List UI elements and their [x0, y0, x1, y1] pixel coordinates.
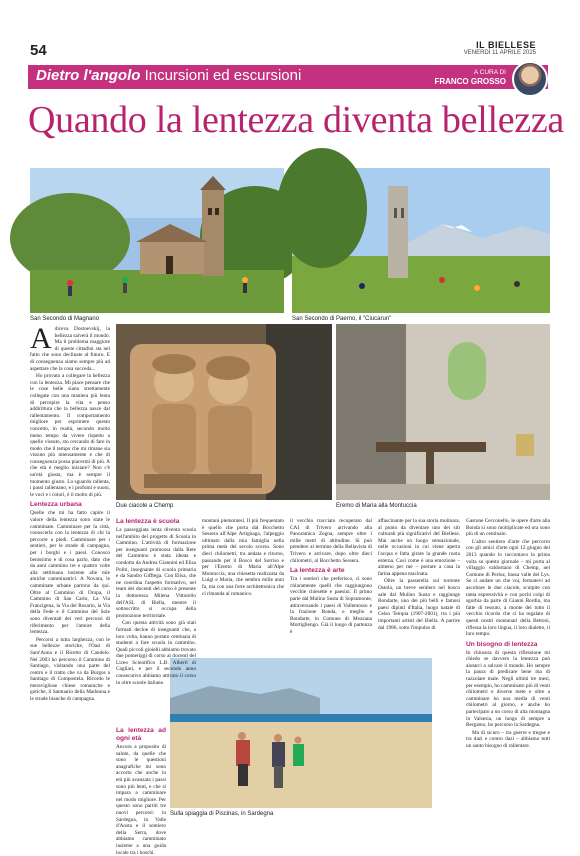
- article-column-4: [290, 518, 372, 654]
- article-paragraph: affascinante per la sua storia molinara, al punto da diventare uno dei siti culturali più significativi del Biellese. Mai anche un luogo sensazionale, nelle occasioni in cui viene aperta l'acqua e fatta girare la grande ruota esterna. Così come è una emozione – almeno per me – portare a casa la farina appena macinata.: [378, 518, 460, 577]
- article-paragraph: L'altro sentiero d'arte che percorro con gli amici d'arte ogni 12 giugno del 2013 quando lo raccontavo la prima volta su questo giornale – mi porta al villaggio valdostano di Chemp, nel Comune di Perloz, bassa valle del Lys. Se ci andate un che voi, fermatevi ad ascoltare le due ciacole, sculpite con tanta espressività e con pochi colpi di sgorbia da parte di Gianni Bordin, ma fatte di tessuto, a monte del tutto il vecchio ricordo che ci ha regalato di questi nostri montanari della Bettoni, riflessa la loro lingua, il loro dialetto, il loro tempo.: [466, 538, 550, 638]
- newspaper-masthead: [464, 40, 536, 56]
- curator-name: FRANCO GROSSO: [434, 77, 506, 86]
- photo-eremo-montuccia: [336, 324, 550, 500]
- photo-san-secondo-magnano: [30, 168, 284, 313]
- drop-cap: A: [30, 322, 52, 355]
- caption-photo3: Due ciacole a Chemp: [116, 503, 174, 509]
- newspaper-name: IL BIELLESE: [476, 40, 536, 50]
- article-column-5b: [438, 660, 462, 661]
- caption-photo5: Sulla spiaggia di Piscinas, in Sardegna: [170, 811, 274, 817]
- article-column-5: [378, 518, 460, 654]
- article-paragraph: Con questa attività sono già stati formati decine di insegnanti che, a loro volta, hanno portato centinaia di studenti a fare scuola in cammino. Quali piccoli gioielli abbiamo trovato due pomeriggi di corso ai docenti del Liceo Scientifico L.B. Alberti di Cagliari, e per il secondo anno consecutivo abbiamo attivato il corso in oltre scuole italiane.: [116, 620, 196, 686]
- photo-due-ciacole: [116, 324, 332, 500]
- article-paragraph: La passeggiata lenta diventa scuola nell'ambito del progetto di Scuola in Cammino. L'attività di formazione per insegnanti promossa dalla Rete del Cammino è stata ideata e condotta da Andrea Giannini ed Elisa Politi, insegnante di scuola primaria e da Sandro Gifftega. Con Elisa, che ne coordina l'aspetto formativo, nel team dei docenti del corso è presente la dottoressa Milena Vittorello dell'ASL di Biella, mentre il sottoscritto si occupa della promozione territoriale.: [116, 527, 196, 619]
- page-number: 54: [30, 42, 47, 59]
- issue-date: VENERDÌ 11 APRILE 2025: [463, 50, 536, 56]
- article-paragraph: il vecchio tracciato recuperato dal CAI di Trivero arrivando alla Panoramica Zegna, sempre oltre i mille metri di altitudine. Si può prendere al termine della Bellavista di Trivero e arrivare, dopo oltre dieci chilometri, al Bocchetto Sessera.: [290, 518, 372, 564]
- article-paragraph: Tra i sentieri che preferisco, ci sono chiaramente quelli che raggiungono vecchie chiesette e paesini. Il primo parte dal Mulino Susta di Sopramonte, attraversando i paesi di Vallemosso e la frazione Bonda, o meglio a Bondarte, in Comune di Mezzana Mortigliengo. Già il luogo di partenza è: [290, 576, 372, 635]
- photo-san-secondo-paerno: [292, 168, 550, 313]
- headline: Quando la lentezza diventa bellezza: [28, 99, 564, 141]
- caption-photo2: San Secondo di Paerno, il "Ciucarun": [292, 316, 392, 322]
- caption-photo4: Eremo di Maria alla Montuccia: [336, 503, 417, 509]
- article-column-6: [466, 518, 550, 841]
- photo-spiaggia-piscinas: [170, 658, 432, 808]
- curator-credit: [434, 68, 506, 86]
- caption-photo1: San Secondo di Magnano: [30, 316, 100, 322]
- curator-label: A CURA DI: [473, 69, 506, 76]
- meadow-tower-illustration: [292, 168, 550, 313]
- article-paragraph: Oltre la passerella sul torrente Ostola, un breve sentiero nel bosco sale dal Mulino Susta e raggiunge Bondarte, uno dei più belli e famosi paesi dipinti d'Italia, luogo natale di Celso Tempia (1907-2001), tra i più importanti artisti del Biella. A partire dal 1986, sotto l'impulso di: [378, 578, 460, 631]
- carving-illustration: [116, 324, 332, 500]
- article-paragraph: Quelle che mi ha fatto capire il valore della lentezza sono state le camminate. Camminare per la città, conoscerla con la lentezza di chi la percorre a piedi. Camminare per i sentieri, per le strade di campagna, per i borghi e i paesi. Conosco benissimo e di cosa parlo, dato che da anni cammino tre e quattro volte alla settimana insieme alle mie amiche camminatrici. A Novara, le camminate urbane partono da qui. Oltre al Cammino di Oropa, il Cammino di San Carlo, La Via Francigena, la Via del Rosario, la Via della Fede e il Cammino del Sole sono diventati dei veri percorsi di riferimento per l'amore della lentezza.: [30, 510, 110, 636]
- subheading-lentezza-urbana: Lentezza urbana: [30, 501, 82, 509]
- article-paragraph: Percorsi a tutta larghezza, con le sue bellezze storiche, l'Oasi di Sant'Anna e il Ricetto di Candelo. Nel 2003 ho percorso il Cammino di Santiago, visitando una parte del centro e il tratto che va da Burgos a Santiago di Compostela. Ricordo le meravigliose chiese romaniche e gotiche, il Santuario della Madonna e le strade bianche di campagna.: [30, 636, 110, 703]
- beach-illustration: [170, 658, 432, 808]
- article-paragraph: In chiusura di questa riflessione mi chiedo se davvero la lentezza può aiutarci a salvare il mondo. Ho sempre la paura di predicare bene ma di razzolare male. Negli ultimi tre mesi, per esempio, ho camminato più di venti chilometri e diverse mete e oltre a camminare ho una media di venti chilometri al giorno, e anche ho partecipato a un corso di alta montagna in Valsesia, un lungo di sempre a Bergamo, ho percorso la Sardegna.: [466, 649, 550, 729]
- section-title: [36, 67, 301, 84]
- subheading-bisogno-lentezza: Un bisogno di lentezza: [466, 640, 538, 648]
- article-paragraph: Gastone Cecconello, le opere d'arte alla Bonda si sono moltiplicate ed ora sono più di un centinaio.: [466, 518, 550, 538]
- section-bar: [28, 65, 548, 89]
- hermitage-illustration: [336, 324, 550, 500]
- church-illustration: [30, 168, 284, 313]
- article-column-1: [30, 322, 110, 841]
- article-intro: diceva Dostoevskij, la bellezza salverà il mondo. Ma il problema maggiore di queste cittadini sta nel fatto che sono declinate al futuro. E di conseguenza siamo sempre più ad aspettare che la cosa succeda...: [30, 326, 110, 372]
- section-subtitle: Incursioni ed escursioni: [144, 67, 302, 84]
- curator-portrait: [512, 61, 548, 97]
- article-paragraph: montani piemontesi. Il più frequentato è quello che porta dal Bocchetto Sessera all'Alpe Artignaga, l'alpeggio ultimato dalla mia famiglia nella prima metà del secolo scorso. Sono dieci chilometri, tra andata e ritorno, passando per il Bosco del Sorriso e per l'Eremo di Maria all'Alpe Montuccia, una chiesetta realizzata da Luigi e Maria, che sembra mille anni fa, ma con una forte architettonica che ci rimanda al romanico.: [202, 518, 284, 597]
- subheading-lentezza-scuola: La lentezza è scuola: [116, 518, 180, 525]
- article-column-3: [202, 518, 284, 654]
- article-column-2: [116, 515, 196, 686]
- article-column-2b: [116, 724, 166, 856]
- article-paragraph: Ho provato a collegare la bellezza con la lentezza. Mi piace pensare che le cose belle siano strettamente collegate con una maniera più lenta di percepire la vita e penso addirittura che la bellezza nasce dal rallentamento. Il comportamento migliore per esprimere questo concetto, in realtà, secondo molto meno tempo da vivere rispetto a quello vissuto, sto cercando di fare in modo che il tempo che mi rimane sia vissuto più intensamente e che di conseguenza possa piacermi di più. A che età è meglio iniziare? Non c'è un'età giusta, ma è sempre il momento giusto. Lo sguardo rallenta, i passi rallentano, e i profumi e suoni, le voci e i colori, è il molto di più.: [30, 373, 110, 498]
- section-title-bold: Dietro l'angolo: [36, 67, 141, 84]
- article-paragraph: Ancora a proposito di salute, da quelle che sono le questioni anagrafiche mi sono accorto che anche in età più avanzata i passi sono più lenti, e che si impara a camminare nel modo migliore. Per questo sono partiti tre nuovi percorsi: in Sardegna, in Valle d'Aosta e il sentiero della Serra, dove abbiamo camminato insieme a una guida locale tra i boschi.: [116, 744, 166, 856]
- subheading-lentezza-eta: La lentezza ad ogni età: [116, 727, 166, 742]
- article-paragraph: Ma di sicuro – tra guerre e tregue e tra dazi e contro dazi – abbiamo tutti un santo bisogno di rallentare.: [466, 729, 550, 749]
- subheading-lentezza-arte: La lentezza è arte: [290, 567, 345, 575]
